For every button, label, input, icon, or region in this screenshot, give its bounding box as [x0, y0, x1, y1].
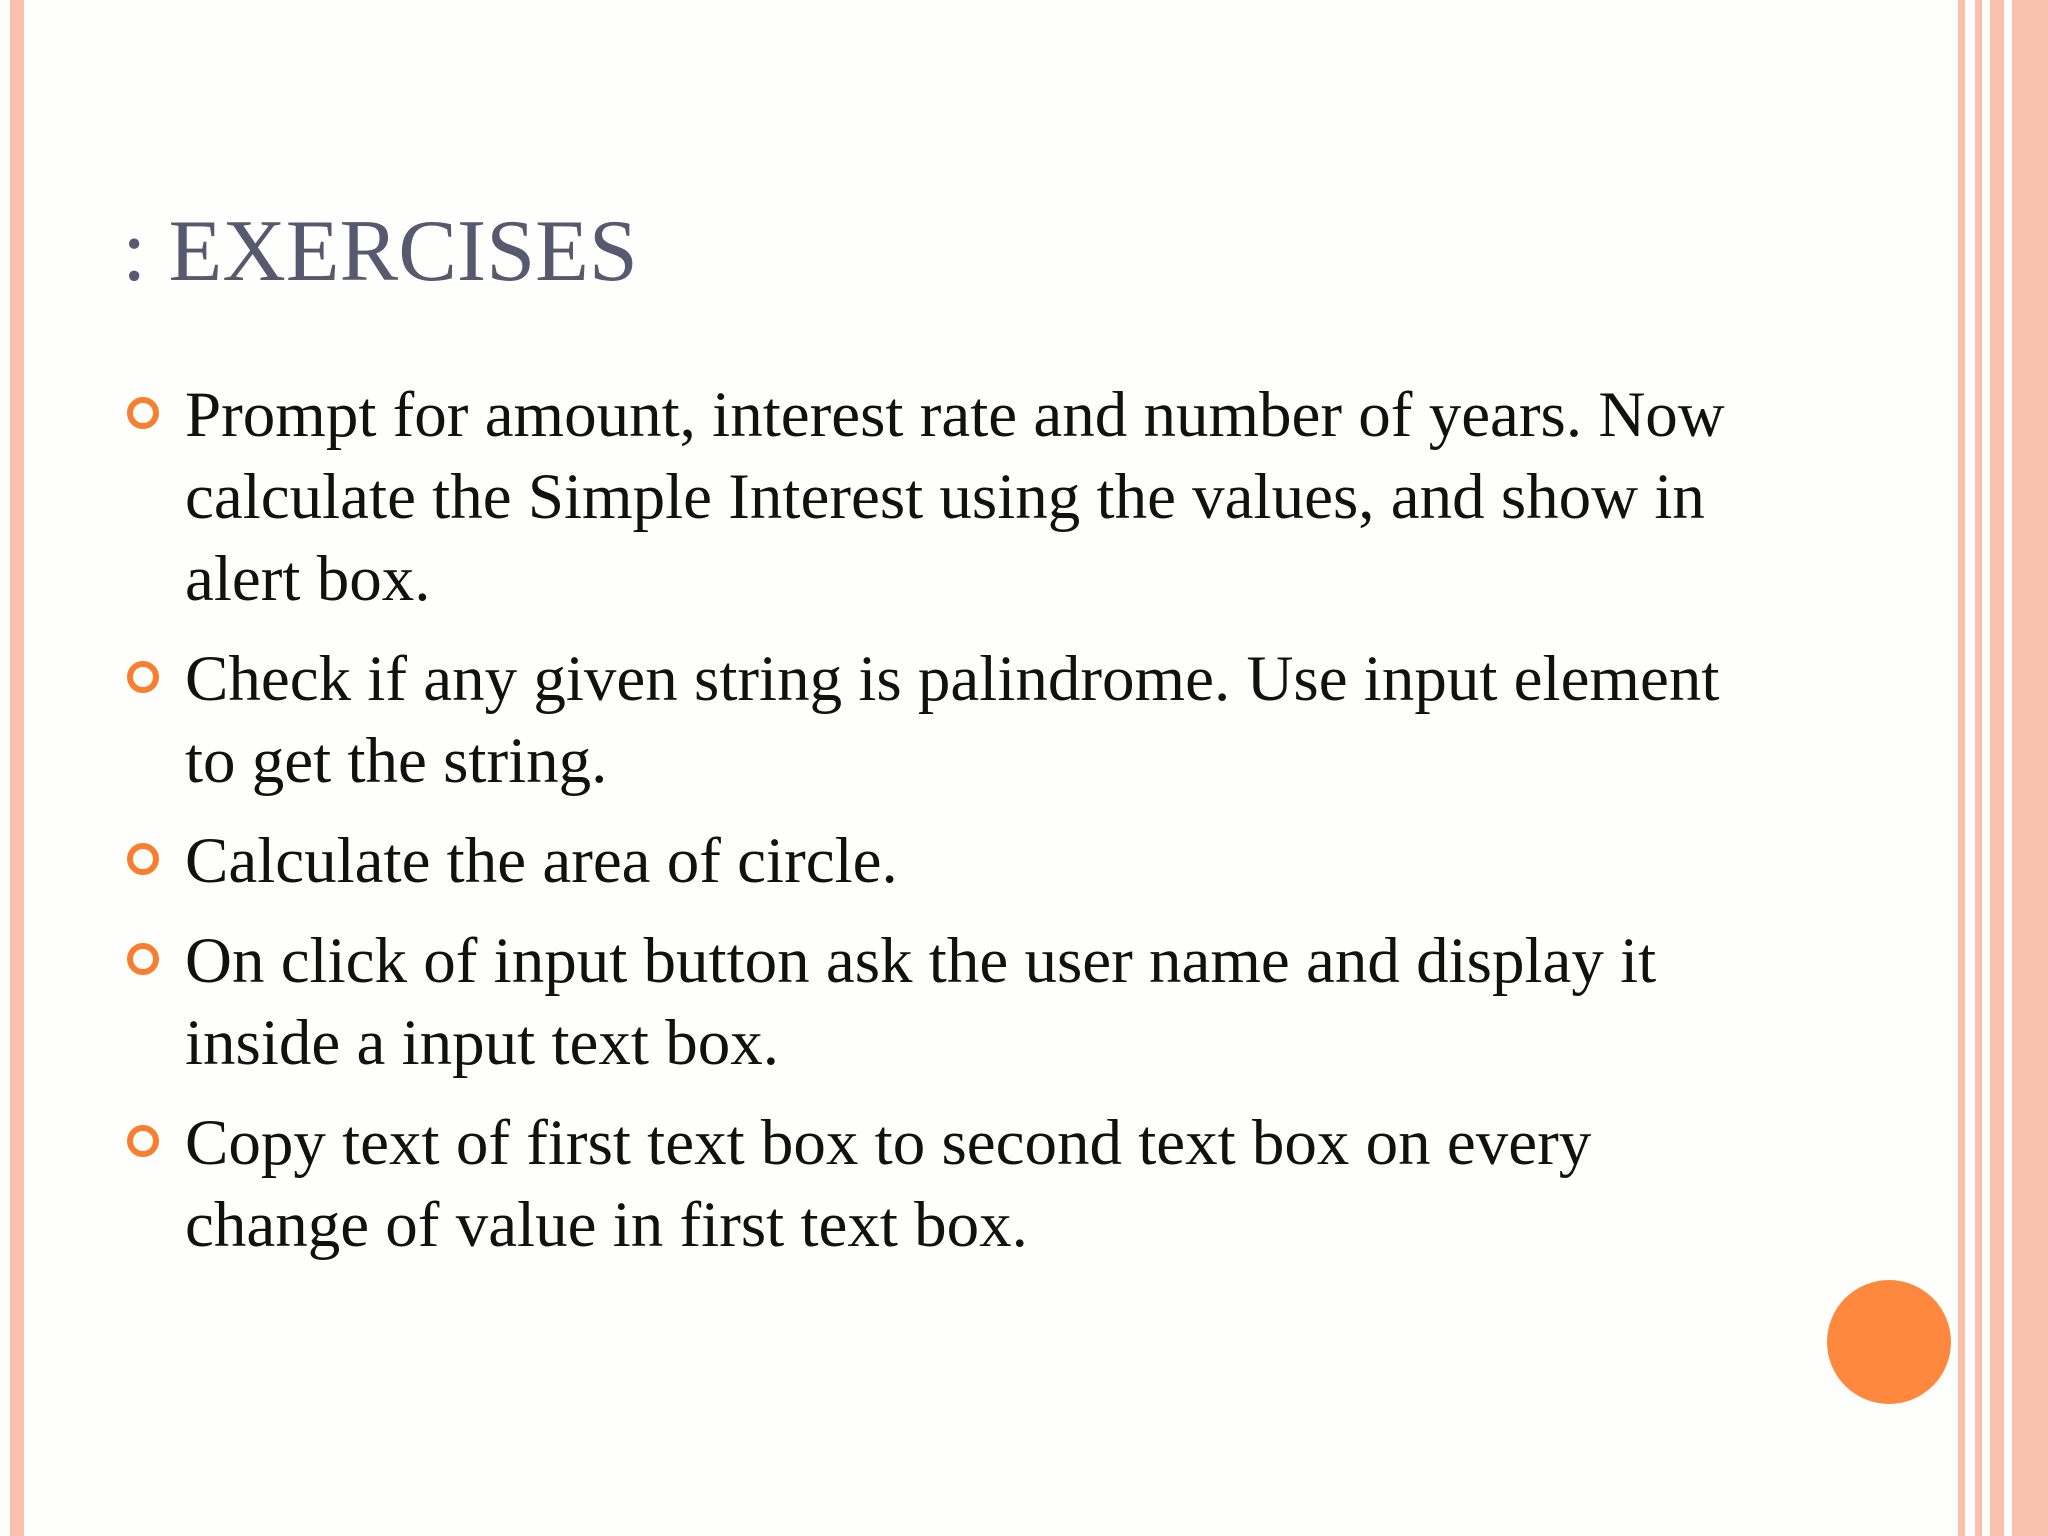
- hollow-circle-bullet-icon: [127, 843, 159, 875]
- bullet-item: [125, 1102, 1745, 1266]
- bullet-text: Copy text of first text box to second text box on every change of value in first text box.: [185, 1107, 1592, 1261]
- bullet-text: Check if any given string is palindrome. Use input element to get the string.: [185, 643, 1720, 797]
- hollow-circle-bullet-icon: [127, 397, 159, 429]
- hollow-circle-bullet-icon: [127, 1125, 159, 1157]
- left-decorative-bar: [10, 0, 24, 1536]
- orange-circle-decoration: [1827, 1280, 1951, 1404]
- bullet-item: [125, 920, 1745, 1084]
- right-decorative-stripe-1: [1958, 0, 1965, 1536]
- right-decorative-stripe-3: [1990, 0, 2004, 1536]
- bullet-item: [125, 820, 1745, 902]
- bullet-text: On click of input button ask the user name and display it inside a input text box.: [185, 925, 1657, 1079]
- hollow-circle-bullet-icon: [127, 943, 159, 975]
- bullet-item: [125, 374, 1745, 620]
- bullet-text: Prompt for amount, interest rate and number of years. Now calculate the Simple Interest using the values, and show in alert box.: [185, 379, 1725, 615]
- hollow-circle-bullet-icon: [127, 661, 159, 693]
- right-decorative-stripe-2: [1975, 0, 1982, 1536]
- slide-title: : EXERCISES: [122, 203, 638, 300]
- bullet-item: [125, 638, 1745, 802]
- bullet-list: [125, 374, 1745, 1284]
- right-decorative-stripe-4: [2012, 0, 2048, 1536]
- bullet-text: Calculate the area of circle.: [185, 825, 898, 897]
